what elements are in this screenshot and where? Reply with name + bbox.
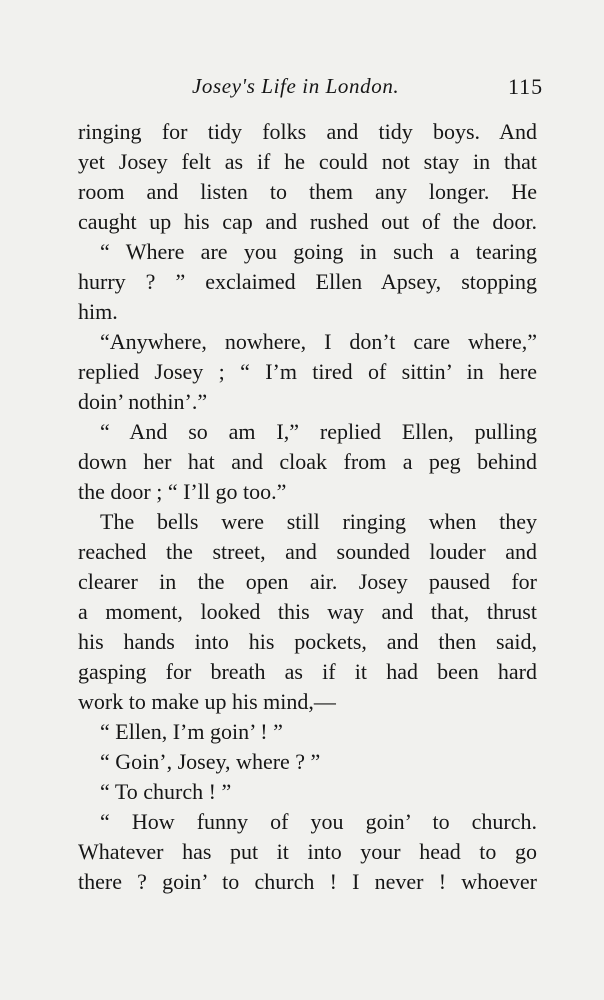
- text-line: “ Where are you going in such a tearing: [100, 239, 537, 264]
- text-line: clearer in the open air. Josey paused for: [78, 569, 537, 594]
- running-title: Josey's Life in London.: [192, 74, 400, 98]
- text-line: him.: [78, 299, 118, 324]
- text-line: “ How funny of you goin’ to church.: [100, 809, 537, 834]
- text-line: “ Ellen, I’m goin’ ! ”: [100, 719, 283, 744]
- text-line: “Anywhere, nowhere, I don’t care where,”: [100, 329, 537, 354]
- text-line: room and listen to them any longer. He: [78, 179, 537, 204]
- text-line: down her hat and cloak from a peg behind: [78, 449, 537, 474]
- text-line: work to make up his mind,—: [78, 689, 336, 714]
- text-line: “ To church ! ”: [100, 779, 232, 804]
- text-line: ringing for tidy folks and tidy boys. And: [78, 119, 537, 144]
- text-line: caught up his cap and rushed out of the door.: [78, 209, 537, 234]
- text-line: yet Josey felt as if he could not stay in that: [78, 149, 537, 174]
- text-line: hurry ? ” exclaimed Ellen Apsey, stopping: [78, 269, 537, 294]
- text-line: Whatever has put it into your head to go: [78, 839, 537, 864]
- text-line: gasping for breath as if it had been hard: [78, 659, 537, 684]
- text-line: “ And so am I,” replied Ellen, pulling: [100, 419, 537, 444]
- text-line: a moment, looked this way and that, thrust: [78, 599, 537, 624]
- text-line: replied Josey ; “ I’m tired of sittin’ in here: [78, 359, 537, 384]
- text-line: “ Goin’, Josey, where ? ”: [100, 749, 321, 774]
- text-line: the door ; “ I’ll go too.”: [78, 479, 287, 504]
- page-number: 115: [508, 74, 544, 99]
- text-line: doin’ nothin’.”: [78, 389, 208, 414]
- text-line: reached the street, and sounded louder and: [78, 539, 537, 564]
- text-line: The bells were still ringing when they: [100, 509, 537, 534]
- text-line: his hands into his pockets, and then said,: [78, 629, 537, 654]
- text-line: there ? goin’ to church ! I never ! whoever: [78, 869, 537, 894]
